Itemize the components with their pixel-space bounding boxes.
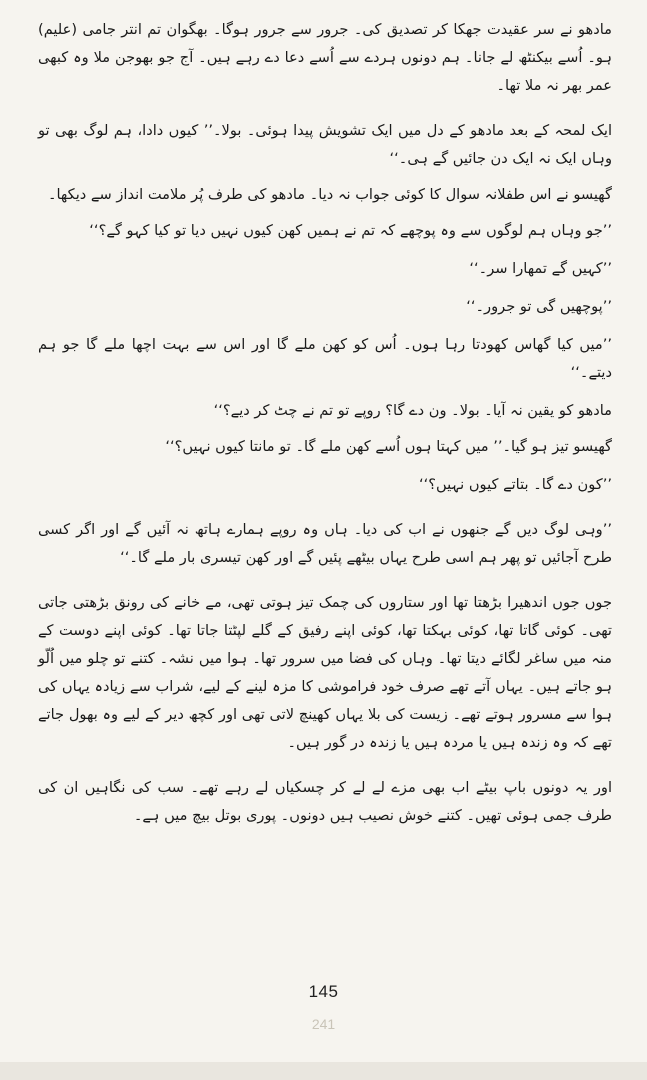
faint-bleed-through-number: 241 xyxy=(311,1016,336,1032)
page-number: 145 xyxy=(308,982,339,1001)
page-bottom-edge xyxy=(0,1062,647,1080)
paragraph-4: ’’جو وہاں ہم لوگوں سے وہ پوچھے کہ تم نے ہمیں کھن کیوں نہیں دیا تو کیا کہو گے؟‘‘ xyxy=(89,222,612,239)
urdu-text-body xyxy=(38,16,612,830)
paragraph-7: ’’میں کیا گھاس کھودتا رہا ہوں۔ اُس کو کھن ملے گا اور اس سے بہت اچھا ملے گا جو ہم دیتے۔‘‘ xyxy=(38,336,612,381)
paragraph-11: ’’وہی لوگ دیں گے جنھوں نے اب کی دیا۔ ہاں وہ روپے ہمارے ہاتھ نہ آئیں گے اور اگر کسی طرح آجائیں تو پھر ہم اسی طرح یہاں بیٹھے پئیں گے اور کھن تیسری بار ملے گا۔‘‘ xyxy=(38,521,612,566)
paragraph-1: مادھو نے سر عقیدت جھکا کر تصدیق کی۔ جرور سے جرور ہوگا۔ بھگوان تم انتر جامی (علیم) ہو۔ اُسے بیکنٹھ لے جانا۔ ہم دونوں ہردے سے اُسے دعا دے رہے ہیں۔ آج جو بھوجن ملا وہ کبھی عمر بھر نہ ملا تھا۔ xyxy=(38,21,612,94)
paragraph-12: جوں جوں اندھیرا بڑھتا تھا اور ستاروں کی چمک تیز ہوتی تھی، مے خانے کی رونق بڑھتی جاتی تھی۔ کوئی گاتا تھا، کوئی بہکتا تھا، کوئی اپنے رفیق کے گلے لپٹتا جاتا تھا۔ کوئی اپنے دوست کے منہ میں ساغر لگائے دیتا تھا۔ وہاں کی فضا میں سرور تھا۔ ہوا میں نشہ۔ کتنے تو چلو میں اُلّو ہو جاتے ہیں۔ یہاں آتے تھے صرف خود فراموشی کا مزہ لینے کے لیے، شراب سے زیادہ یہاں کی ہوا سے مسرور ہوتے تھے۔ زیست کی بلا یہاں کھینچ لاتی تھی اور کچھ دیر کے لیے وہ بھول جاتے تھے کہ وہ زندہ ہیں یا مردہ ہیں یا زندہ در گور ہیں۔ xyxy=(38,594,612,751)
paragraph-6: ’’پوچھیں گی تو جرور۔‘‘ xyxy=(466,298,612,315)
paragraph-8: مادھو کو یقین نہ آیا۔ بولا۔ ون دے گا؟ روپے تو تم نے چٹ کر دیے؟‘‘ xyxy=(213,402,612,419)
paragraph-10: ’’کون دے گا۔ بتاتے کیوں نہیں؟‘‘ xyxy=(419,476,612,493)
paragraph-9: گھیسو تیز ہو گیا۔’’ میں کہتا ہوں اُسے کھن ملے گا۔ تو مانتا کیوں نہیں؟‘‘ xyxy=(165,438,612,455)
paragraph-13: اور یہ دونوں باپ بیٹے اب بھی مزے لے لے کر چسکیاں لے رہے تھے۔ سب کی نگاہیں ان کی طرف جمی ہوئی تھیں۔ کتنے خوش نصیب ہیں دونوں۔ پوری بوتل بیچ میں ہے۔ xyxy=(38,779,612,824)
paragraph-3: گھیسو نے اس طفلانہ سوال کا کوئی جواب نہ دیا۔ مادھو کی طرف پُر ملامت انداز سے دیکھا۔ xyxy=(47,186,612,203)
paragraph-5: ’’کہیں گے تمھارا سر۔‘‘ xyxy=(469,260,612,277)
paragraph-2: ایک لمحہ کے بعد مادھو کے دل میں ایک تشویش پیدا ہوئی۔ بولا۔’’ کیوں دادا، ہم لوگ بھی تو وہاں ایک نہ ایک دن جائیں گے ہی۔‘‘ xyxy=(38,122,612,167)
